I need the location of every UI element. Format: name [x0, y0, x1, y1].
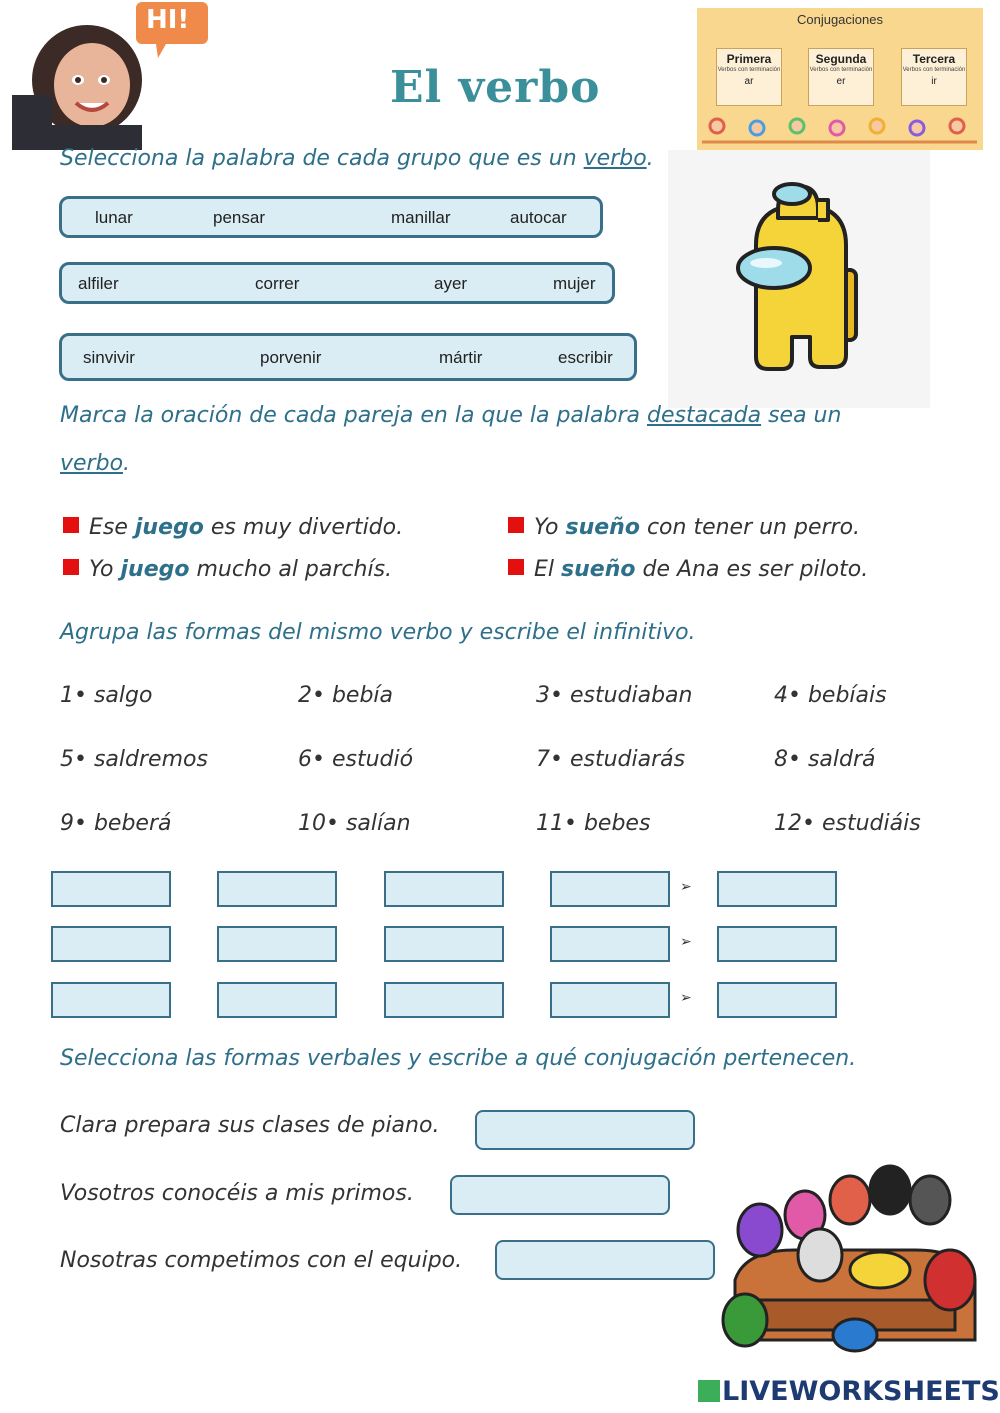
sentence-post: es muy divertido.: [203, 515, 404, 540]
verb-form: 4• bebíais: [774, 683, 887, 708]
section2-instruction-line2: [60, 451, 130, 476]
arrow-icon: ➢: [680, 879, 692, 895]
conjugation-name: Primera: [726, 52, 772, 66]
section4-instruction: Selecciona las formas verbales y escribe a qué conjugación pertenecen.: [60, 1046, 857, 1071]
arrow-icon: ➢: [680, 990, 692, 1006]
instruction-text: Marca la oración de cada pareja en la que la palabra: [60, 403, 647, 428]
conjugation-sentence[interactable]: Vosotros conocéis a mis primos.: [60, 1181, 414, 1206]
verb-form: 3• estudiaban: [536, 683, 693, 708]
word-option[interactable]: pensar: [213, 208, 265, 227]
character-illustration: [668, 150, 930, 408]
highlighted-word: juego: [134, 515, 204, 540]
avatar-illustration: [12, 0, 212, 150]
conjugation-second: [808, 48, 874, 106]
word-option[interactable]: alfiler: [78, 274, 119, 293]
group-answer-box[interactable]: [384, 926, 504, 962]
logo-text: LIVEWORKSHEETS: [722, 1376, 1000, 1407]
instruction-text: .: [646, 146, 654, 171]
word-option[interactable]: mujer: [553, 274, 596, 293]
section3-instruction: Agrupa las formas del mismo verbo y escribe el infinitivo.: [60, 620, 696, 645]
sentence-pre: Yo: [534, 515, 566, 540]
group-answer-box[interactable]: [217, 871, 337, 907]
verb-form: 2• bebía: [298, 683, 394, 708]
group-answer-box[interactable]: [550, 926, 670, 962]
conjugation-first: [716, 48, 782, 106]
verb-form: 5• saldremos: [60, 747, 208, 772]
conjugation-answer-field[interactable]: [495, 1240, 715, 1280]
hi-bubble-text: HI!: [146, 5, 190, 35]
word-option[interactable]: mártir: [439, 348, 483, 367]
liveworksheets-logo: [698, 1376, 1000, 1407]
group-answer-box[interactable]: [384, 982, 504, 1018]
conjugation-name: Segunda: [815, 52, 867, 66]
sentence-option[interactable]: [63, 515, 403, 540]
arrow-icon: ➢: [680, 934, 692, 950]
conjugation-sub: Verbos con terminación: [902, 67, 966, 73]
verb-form: 7• estudiarás: [536, 747, 686, 772]
conjugation-card: [697, 8, 983, 150]
kids-decoration-icon: [697, 116, 983, 150]
sentence-option[interactable]: [508, 557, 868, 582]
conjugation-answer-field[interactable]: [475, 1110, 695, 1150]
word-option[interactable]: escribir: [558, 348, 613, 367]
word-option[interactable]: porvenir: [260, 348, 322, 367]
verb-form: 10• salían: [298, 811, 411, 836]
checkbox-square[interactable]: [63, 559, 79, 575]
conjugation-sub: Verbos con terminación: [809, 67, 873, 73]
word-option[interactable]: sinvivir: [83, 348, 135, 367]
group-answer-box[interactable]: [384, 871, 504, 907]
verb-form: 1• salgo: [60, 683, 153, 708]
conjugation-sentence[interactable]: Clara prepara sus clases de piano.: [60, 1113, 440, 1138]
group-answer-box[interactable]: [51, 871, 171, 907]
sentence-pre: Yo: [89, 557, 121, 582]
verb-form: 6• estudió: [298, 747, 414, 772]
instruction-text: Selecciona la palabra de cada grupo que es un: [60, 146, 584, 171]
verb-form: 9• beberá: [60, 811, 172, 836]
sentence-pre: El: [534, 557, 562, 582]
sentence-option[interactable]: [63, 557, 392, 582]
section2-instruction-line1: [60, 403, 841, 428]
conjugation-ending: er: [836, 76, 846, 87]
sentence-post: de Ana es ser piloto.: [635, 557, 869, 582]
logo-mark-icon: [698, 1380, 720, 1402]
sentence-option[interactable]: [508, 515, 860, 540]
checkbox-square[interactable]: [508, 559, 524, 575]
infinitive-answer-box[interactable]: [717, 871, 837, 907]
verb-form: 11• bebes: [536, 811, 651, 836]
word-group-1: [59, 196, 603, 238]
sentence-pre: Ese: [89, 515, 135, 540]
highlighted-word: sueño: [561, 557, 636, 582]
conjugation-sentence[interactable]: Nosotras competimos con el equipo.: [60, 1248, 463, 1273]
sentence-post: mucho al parchís.: [189, 557, 393, 582]
group-answer-box[interactable]: [217, 982, 337, 1018]
conjugation-sub: Verbos con terminación: [717, 67, 781, 73]
verb-form: 12• estudiáis: [774, 811, 921, 836]
conjugation-ending: ir: [931, 76, 937, 87]
sentence-post: con tener un perro.: [639, 515, 861, 540]
word-option[interactable]: lunar: [95, 208, 133, 227]
destacada-link: destacada: [647, 403, 762, 428]
group-answer-box[interactable]: [51, 926, 171, 962]
group-answer-box[interactable]: [550, 871, 670, 907]
conjugation-ending: ar: [744, 76, 754, 87]
instruction-text: sea un: [761, 403, 842, 428]
word-option[interactable]: ayer: [434, 274, 468, 293]
infinitive-answer-box[interactable]: [717, 982, 837, 1018]
infinitive-answer-box[interactable]: [717, 926, 837, 962]
verbo-link: verbo: [583, 146, 647, 171]
highlighted-word: sueño: [565, 515, 640, 540]
page-title: El verbo: [390, 62, 601, 113]
word-option[interactable]: autocar: [510, 208, 567, 227]
group-answer-box[interactable]: [217, 926, 337, 962]
verbo-link: verbo: [60, 451, 124, 476]
highlighted-word: juego: [120, 557, 190, 582]
section1-instruction: [60, 146, 654, 171]
conjugation-card-title: Conjugaciones: [796, 12, 883, 27]
conjugation-third: [901, 48, 967, 106]
word-group-2: [59, 262, 615, 304]
instruction-text: .: [123, 451, 131, 476]
group-answer-box[interactable]: [51, 982, 171, 1018]
conjugation-name: Tercera: [912, 52, 956, 66]
couch-characters-illustration: [715, 1160, 997, 1360]
checkbox-square[interactable]: [63, 517, 79, 533]
word-option[interactable]: manillar: [391, 208, 451, 227]
word-group-3: [59, 333, 637, 381]
checkbox-square[interactable]: [508, 517, 524, 533]
group-answer-box[interactable]: [550, 982, 670, 1018]
verb-form: 8• saldrá: [774, 747, 876, 772]
conjugation-answer-field[interactable]: [450, 1175, 670, 1215]
word-option[interactable]: correr: [255, 274, 300, 293]
